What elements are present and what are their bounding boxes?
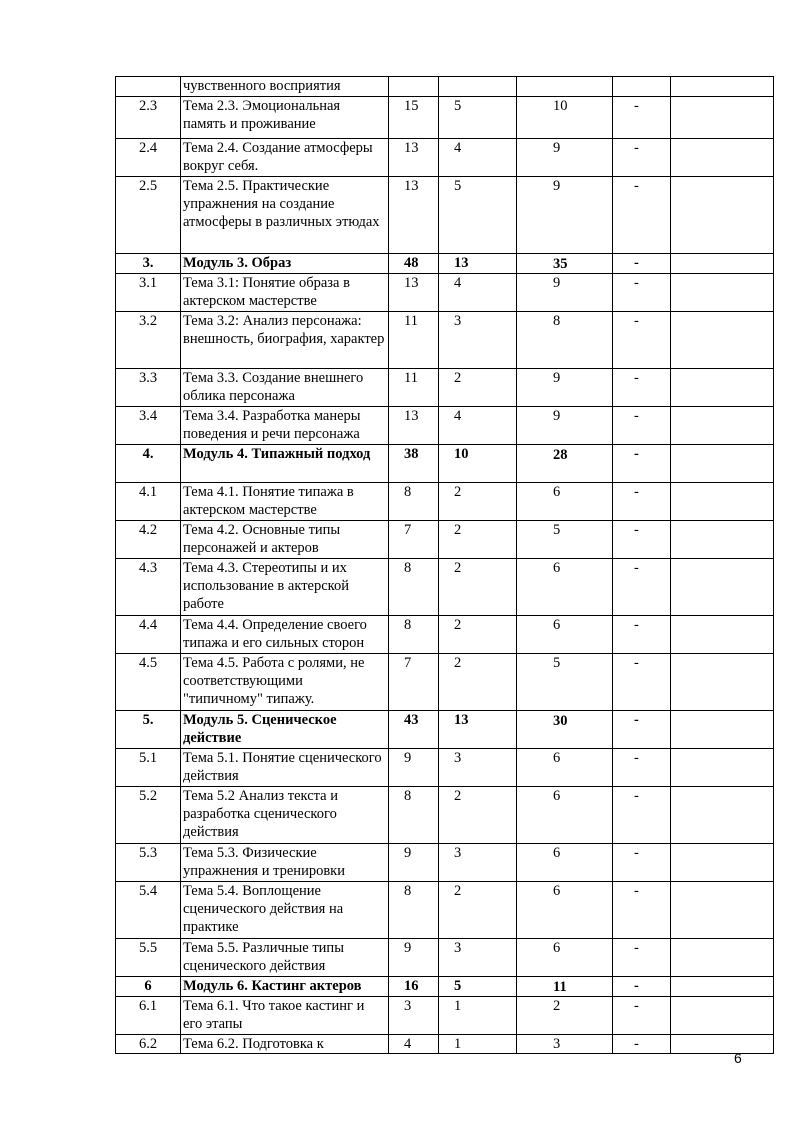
- topic-name: Тема 2.3. Эмоциональная память и проживание: [181, 97, 389, 139]
- control-form: -: [613, 483, 671, 521]
- notes-cell: [671, 483, 774, 521]
- module-row: [116, 445, 774, 483]
- control-form: -: [613, 997, 671, 1035]
- theory-hours: 2: [439, 654, 517, 711]
- practice-hours: 3: [517, 1035, 613, 1054]
- control-form: -: [613, 882, 671, 939]
- total-hours: 13: [389, 407, 439, 445]
- topic-row: [116, 274, 774, 312]
- module-row: [116, 977, 774, 997]
- row-number: 4.5: [116, 654, 181, 711]
- practice-hours: 30: [517, 711, 613, 749]
- theory-hours: 2: [439, 521, 517, 559]
- control-form: -: [613, 787, 671, 844]
- total-hours: 48: [389, 254, 439, 274]
- practice-hours: 2: [517, 997, 613, 1035]
- module-row: [116, 254, 774, 274]
- row-number: 3.3: [116, 369, 181, 407]
- topic-row: [116, 787, 774, 844]
- theory-hours: 2: [439, 882, 517, 939]
- control-form: -: [613, 177, 671, 254]
- total-hours: 9: [389, 749, 439, 787]
- practice-hours: 9: [517, 139, 613, 177]
- notes-cell: [671, 312, 774, 369]
- notes-cell: [671, 407, 774, 445]
- notes-cell: [671, 939, 774, 977]
- theory-hours: 3: [439, 312, 517, 369]
- topic-row: [116, 1035, 774, 1054]
- control-form: -: [613, 254, 671, 274]
- topic-name: Тема 5.5. Различные типы сценического действия: [181, 939, 389, 977]
- row-number: 2.5: [116, 177, 181, 254]
- topic-row: [116, 97, 774, 139]
- row-number: 4.3: [116, 559, 181, 616]
- theory-hours: 5: [439, 977, 517, 997]
- practice-hours: 5: [517, 654, 613, 711]
- topic-row: [116, 749, 774, 787]
- total-hours: 8: [389, 787, 439, 844]
- topic-name: Тема 5.3. Физические упражнения и тренировки: [181, 844, 389, 882]
- topic-name: Тема 6.1. Что такое кастинг и его этапы: [181, 997, 389, 1035]
- row-number: 3.: [116, 254, 181, 274]
- theory-hours: 2: [439, 787, 517, 844]
- topic-name: Тема 5.2 Анализ текста и разработка сценического действия: [181, 787, 389, 844]
- topic-name: Тема 4.1. Понятие типажа в актерском мастерстве: [181, 483, 389, 521]
- notes-cell: [671, 254, 774, 274]
- notes-cell: [671, 997, 774, 1035]
- notes-cell: [671, 139, 774, 177]
- topic-name: Тема 3.3. Создание внешнего облика персонажа: [181, 369, 389, 407]
- practice-hours: 9: [517, 177, 613, 254]
- theory-hours: 2: [439, 483, 517, 521]
- notes-cell: [671, 882, 774, 939]
- theory-hours: 2: [439, 559, 517, 616]
- practice-hours: 9: [517, 274, 613, 312]
- row-number: 5.: [116, 711, 181, 749]
- topic-name: Тема 4.2. Основные типы персонажей и актеров: [181, 521, 389, 559]
- control-form: -: [613, 445, 671, 483]
- topic-row: [116, 616, 774, 654]
- theory-hours: 3: [439, 749, 517, 787]
- topic-row: [116, 483, 774, 521]
- total-hours: [389, 77, 439, 97]
- practice-hours: 6: [517, 616, 613, 654]
- total-hours: 8: [389, 559, 439, 616]
- topic-name: Тема 4.4. Определение своего типажа и его сильных сторон: [181, 616, 389, 654]
- theory-hours: 4: [439, 407, 517, 445]
- control-form: -: [613, 521, 671, 559]
- topic-row: [116, 177, 774, 254]
- total-hours: 7: [389, 521, 439, 559]
- row-number: 5.4: [116, 882, 181, 939]
- total-hours: 11: [389, 312, 439, 369]
- theory-hours: 1: [439, 997, 517, 1035]
- total-hours: 9: [389, 939, 439, 977]
- total-hours: 8: [389, 483, 439, 521]
- theory-hours: 5: [439, 97, 517, 139]
- theory-hours: 4: [439, 274, 517, 312]
- row-number: 4.4: [116, 616, 181, 654]
- topic-name: Тема 3.2: Анализ персонажа: внешность, биография, характер: [181, 312, 389, 369]
- topic-name: Тема 4.5. Работа с ролями, не соответствующими "типичному" типажу.: [181, 654, 389, 711]
- control-form: -: [613, 559, 671, 616]
- notes-cell: [671, 711, 774, 749]
- row-number: 3.1: [116, 274, 181, 312]
- row-number: 5.2: [116, 787, 181, 844]
- total-hours: 13: [389, 177, 439, 254]
- total-hours: 16: [389, 977, 439, 997]
- row-number: 5.3: [116, 844, 181, 882]
- topic-name: Тема 5.1. Понятие сценического действия: [181, 749, 389, 787]
- notes-cell: [671, 97, 774, 139]
- topic-row: [116, 369, 774, 407]
- total-hours: 3: [389, 997, 439, 1035]
- curriculum-table: [115, 76, 774, 1054]
- topic-row: [116, 312, 774, 369]
- row-number: 4.2: [116, 521, 181, 559]
- topic-name: Тема 6.2. Подготовка к: [181, 1035, 389, 1054]
- practice-hours: [517, 77, 613, 97]
- theory-hours: [439, 77, 517, 97]
- topic-name: Модуль 5. Сценическое действие: [181, 711, 389, 749]
- total-hours: 8: [389, 616, 439, 654]
- theory-hours: 2: [439, 616, 517, 654]
- control-form: -: [613, 312, 671, 369]
- practice-hours: 6: [517, 939, 613, 977]
- practice-hours: 6: [517, 483, 613, 521]
- total-hours: 8: [389, 882, 439, 939]
- practice-hours: 10: [517, 97, 613, 139]
- row-number: 3.2: [116, 312, 181, 369]
- row-number: 2.4: [116, 139, 181, 177]
- notes-cell: [671, 177, 774, 254]
- topic-row: [116, 654, 774, 711]
- notes-cell: [671, 445, 774, 483]
- row-number: 6.1: [116, 997, 181, 1035]
- topic-name: Тема 5.4. Воплощение сценического действия на практике: [181, 882, 389, 939]
- control-form: -: [613, 616, 671, 654]
- topic-name: Тема 2.5. Практические упражнения на создание атмосферы в различных этюдах: [181, 177, 389, 254]
- control-form: -: [613, 844, 671, 882]
- theory-hours: 10: [439, 445, 517, 483]
- practice-hours: 6: [517, 882, 613, 939]
- control-form: -: [613, 939, 671, 977]
- row-number: [116, 77, 181, 97]
- theory-hours: 2: [439, 369, 517, 407]
- total-hours: 9: [389, 844, 439, 882]
- topic-name: Тема 3.4. Разработка манеры поведения и речи персонажа: [181, 407, 389, 445]
- control-form: -: [613, 369, 671, 407]
- control-form: -: [613, 654, 671, 711]
- control-form: -: [613, 407, 671, 445]
- theory-hours: 1: [439, 1035, 517, 1054]
- total-hours: 15: [389, 97, 439, 139]
- topic-name: Модуль 6. Кастинг актеров: [181, 977, 389, 997]
- topic-row: [116, 77, 774, 97]
- practice-hours: 5: [517, 521, 613, 559]
- theory-hours: 4: [439, 139, 517, 177]
- control-form: -: [613, 977, 671, 997]
- practice-hours: 6: [517, 844, 613, 882]
- topic-row: [116, 521, 774, 559]
- row-number: 3.4: [116, 407, 181, 445]
- theory-hours: 13: [439, 254, 517, 274]
- total-hours: 38: [389, 445, 439, 483]
- control-form: -: [613, 97, 671, 139]
- total-hours: 43: [389, 711, 439, 749]
- practice-hours: 8: [517, 312, 613, 369]
- practice-hours: 28: [517, 445, 613, 483]
- practice-hours: 11: [517, 977, 613, 997]
- notes-cell: [671, 559, 774, 616]
- row-number: 4.1: [116, 483, 181, 521]
- notes-cell: [671, 787, 774, 844]
- total-hours: 4: [389, 1035, 439, 1054]
- notes-cell: [671, 521, 774, 559]
- topic-row: [116, 844, 774, 882]
- control-form: [613, 77, 671, 97]
- topic-name: Тема 4.3. Стереотипы и их использование в актерской работе: [181, 559, 389, 616]
- theory-hours: 3: [439, 844, 517, 882]
- row-number: 5.1: [116, 749, 181, 787]
- control-form: -: [613, 274, 671, 312]
- control-form: -: [613, 139, 671, 177]
- control-form: -: [613, 1035, 671, 1054]
- topic-row: [116, 882, 774, 939]
- practice-hours: 35: [517, 254, 613, 274]
- notes-cell: [671, 844, 774, 882]
- row-number: 2.3: [116, 97, 181, 139]
- total-hours: 7: [389, 654, 439, 711]
- notes-cell: [671, 369, 774, 407]
- total-hours: 13: [389, 139, 439, 177]
- row-number: 6.2: [116, 1035, 181, 1054]
- notes-cell: [671, 274, 774, 312]
- practice-hours: 6: [517, 787, 613, 844]
- notes-cell: [671, 77, 774, 97]
- theory-hours: 3: [439, 939, 517, 977]
- row-number: 5.5: [116, 939, 181, 977]
- topic-name: Модуль 4. Типажный подход: [181, 445, 389, 483]
- row-number: 6: [116, 977, 181, 997]
- topic-name: Модуль 3. Образ: [181, 254, 389, 274]
- table-body: [116, 77, 774, 1054]
- notes-cell: [671, 749, 774, 787]
- notes-cell: [671, 1035, 774, 1054]
- total-hours: 13: [389, 274, 439, 312]
- practice-hours: 6: [517, 559, 613, 616]
- topic-row: [116, 407, 774, 445]
- notes-cell: [671, 616, 774, 654]
- topic-row: [116, 559, 774, 616]
- theory-hours: 5: [439, 177, 517, 254]
- practice-hours: 9: [517, 369, 613, 407]
- theory-hours: 13: [439, 711, 517, 749]
- topic-row: [116, 139, 774, 177]
- topic-row: [116, 997, 774, 1035]
- topic-row: [116, 939, 774, 977]
- page-number: 6: [734, 1050, 742, 1066]
- row-number: 4.: [116, 445, 181, 483]
- control-form: -: [613, 749, 671, 787]
- topic-name: чувственного восприятия: [181, 77, 389, 97]
- practice-hours: 9: [517, 407, 613, 445]
- control-form: -: [613, 711, 671, 749]
- notes-cell: [671, 977, 774, 997]
- topic-name: Тема 2.4. Создание атмосферы вокруг себя.: [181, 139, 389, 177]
- module-row: [116, 711, 774, 749]
- notes-cell: [671, 654, 774, 711]
- total-hours: 11: [389, 369, 439, 407]
- practice-hours: 6: [517, 749, 613, 787]
- topic-name: Тема 3.1: Понятие образа в актерском мастерстве: [181, 274, 389, 312]
